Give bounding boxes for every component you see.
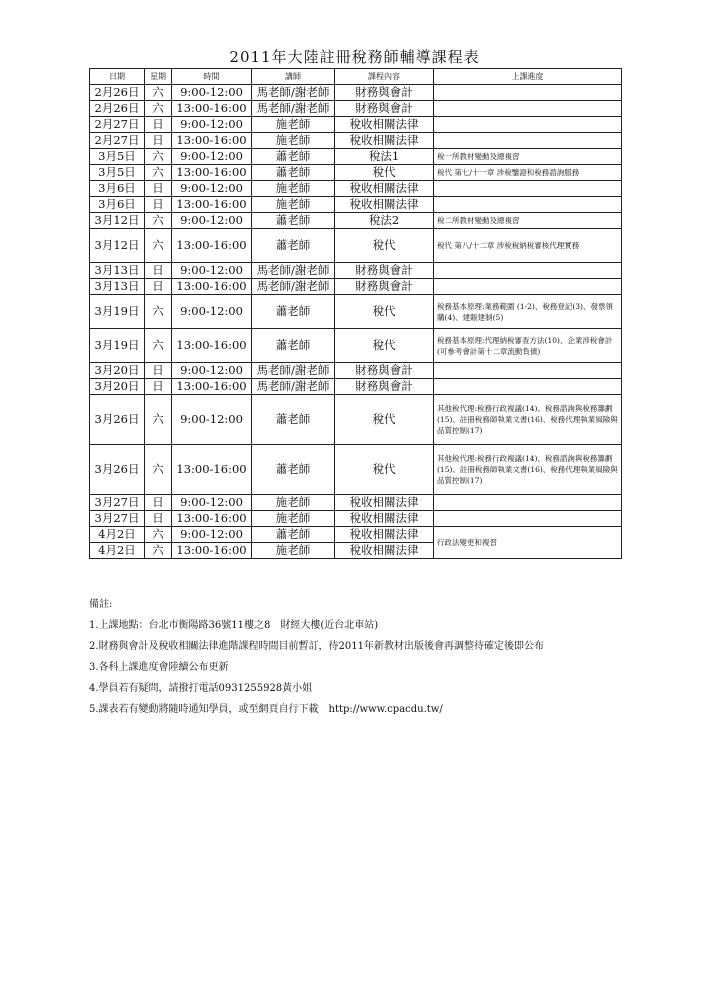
header-date: 日期 <box>90 69 145 85</box>
course-cell: 財務與會計 <box>335 101 434 117</box>
time-cell: 9:00-12:00 <box>172 213 252 229</box>
course-cell: 稅代 <box>335 329 434 363</box>
course-cell: 稅收相關法律 <box>335 495 434 511</box>
table-row <box>90 495 622 511</box>
weekday-cell: 六 <box>145 445 172 495</box>
weekday-cell: 日 <box>145 133 172 149</box>
teacher-cell: 馬老師/謝老師 <box>252 85 335 101</box>
time-cell: 13:00-16:00 <box>172 279 252 295</box>
teacher-cell: 馬老師/謝老師 <box>252 101 335 117</box>
date-cell: 3月26日 <box>90 445 145 495</box>
progress-cell <box>434 279 622 295</box>
time-cell: 13:00-16:00 <box>172 165 252 181</box>
date-cell: 3月27日 <box>90 511 145 527</box>
time-cell: 9:00-12:00 <box>172 363 252 379</box>
weekday-cell: 日 <box>145 263 172 279</box>
date-cell: 2月27日 <box>90 133 145 149</box>
table-row <box>90 263 622 279</box>
date-cell: 3月5日 <box>90 149 145 165</box>
schedule-table <box>89 68 622 559</box>
table-row <box>90 279 622 295</box>
date-cell: 3月6日 <box>90 197 145 213</box>
date-cell: 3月5日 <box>90 165 145 181</box>
note-item: 3.各科上課進度會陸續公布更新 <box>89 662 229 673</box>
header-weekday: 星期 <box>145 69 172 85</box>
time-cell: 9:00-12:00 <box>172 85 252 101</box>
teacher-cell: 馬老師/謝老師 <box>252 379 335 395</box>
weekday-cell: 日 <box>145 279 172 295</box>
note-item: 1.上課地點：台北市衡陽路36號11樓之8 財經大樓(近台北車站) <box>89 620 379 631</box>
table-row <box>90 445 622 495</box>
course-cell: 稅代 <box>335 445 434 495</box>
table-row <box>90 295 622 329</box>
weekday-cell: 六 <box>145 329 172 363</box>
teacher-cell: 蕭老師 <box>252 395 335 445</box>
table-row <box>90 133 622 149</box>
table-row <box>90 101 622 117</box>
progress-cell <box>434 133 622 149</box>
progress-cell: 稅務基本原理:代理納稅審查方法(10)、企業涉稅會計(可參考會計第十二章流動負債) <box>434 329 622 363</box>
weekday-cell: 六 <box>145 295 172 329</box>
progress-cell <box>434 85 622 101</box>
course-cell: 稅代 <box>335 295 434 329</box>
table-row <box>90 379 622 395</box>
header-teacher: 講師 <box>252 69 335 85</box>
progress-cell <box>434 181 622 197</box>
weekday-cell: 六 <box>145 85 172 101</box>
course-cell: 財務與會計 <box>335 363 434 379</box>
teacher-cell: 蕭老師 <box>252 445 335 495</box>
date-cell: 4月2日 <box>90 527 145 543</box>
date-cell: 2月27日 <box>90 117 145 133</box>
table-row <box>90 213 622 229</box>
course-cell: 稅收相關法律 <box>335 181 434 197</box>
weekday-cell: 日 <box>145 363 172 379</box>
teacher-cell: 蕭老師 <box>252 329 335 363</box>
weekday-cell: 日 <box>145 197 172 213</box>
weekday-cell: 日 <box>145 379 172 395</box>
teacher-cell: 施老師 <box>252 543 335 559</box>
time-cell: 9:00-12:00 <box>172 295 252 329</box>
progress-cell <box>434 495 622 511</box>
course-cell: 稅法1 <box>335 149 434 165</box>
course-cell: 稅代 <box>335 395 434 445</box>
teacher-cell: 施老師 <box>252 197 335 213</box>
time-cell: 9:00-12:00 <box>172 527 252 543</box>
time-cell: 13:00-16:00 <box>172 379 252 395</box>
table-row <box>90 329 622 363</box>
header-progress: 上課進度 <box>434 69 622 85</box>
weekday-cell: 六 <box>145 165 172 181</box>
course-cell: 稅收相關法律 <box>335 511 434 527</box>
table-row <box>90 165 622 181</box>
table-row <box>90 511 622 527</box>
course-cell: 財務與會計 <box>335 85 434 101</box>
weekday-cell: 六 <box>145 101 172 117</box>
course-cell: 稅代 <box>335 229 434 263</box>
time-cell: 13:00-16:00 <box>172 133 252 149</box>
date-cell: 4月2日 <box>90 543 145 559</box>
teacher-cell: 馬老師/謝老師 <box>252 279 335 295</box>
weekday-cell: 日 <box>145 511 172 527</box>
date-cell: 2月26日 <box>90 101 145 117</box>
time-cell: 13:00-16:00 <box>172 229 252 263</box>
table-row <box>90 395 622 445</box>
progress-cell <box>434 197 622 213</box>
time-cell: 13:00-16:00 <box>172 445 252 495</box>
table-row <box>90 181 622 197</box>
teacher-cell: 施老師 <box>252 181 335 197</box>
weekday-cell: 六 <box>145 213 172 229</box>
note-item: 4.學員若有疑問，請撥打電話0931255928黃小姐 <box>89 683 313 694</box>
weekday-cell: 六 <box>145 527 172 543</box>
table-row <box>90 85 622 101</box>
weekday-cell: 六 <box>145 543 172 559</box>
notes-heading: 備註: <box>89 599 113 610</box>
teacher-cell: 施老師 <box>252 511 335 527</box>
progress-cell <box>434 511 622 527</box>
time-cell: 13:00-16:00 <box>172 543 252 559</box>
date-cell: 3月20日 <box>90 379 145 395</box>
teacher-cell: 蕭老師 <box>252 165 335 181</box>
date-cell: 2月26日 <box>90 85 145 101</box>
weekday-cell: 六 <box>145 395 172 445</box>
progress-cell: 稅一所教材變動及總複習 <box>434 149 622 165</box>
table-row <box>90 229 622 263</box>
progress-cell <box>434 117 622 133</box>
course-cell: 稅代 <box>335 165 434 181</box>
header-course: 課程內容 <box>335 69 434 85</box>
time-cell: 13:00-16:00 <box>172 101 252 117</box>
time-cell: 13:00-16:00 <box>172 197 252 213</box>
time-cell: 13:00-16:00 <box>172 511 252 527</box>
time-cell: 9:00-12:00 <box>172 263 252 279</box>
time-cell: 9:00-12:00 <box>172 395 252 445</box>
date-cell: 3月12日 <box>90 213 145 229</box>
time-cell: 9:00-12:00 <box>172 149 252 165</box>
date-cell: 3月27日 <box>90 495 145 511</box>
note-item: 2.財務與會計及稅收相關法律進階課程時間目前暫訂，待2011年新教材出版後會再調整待確定後即公布 <box>89 641 544 652</box>
teacher-cell: 蕭老師 <box>252 149 335 165</box>
progress-cell: 其他稅代理:稅務行政複議(14)、稅務諮詢與稅務籌劃(15)、註冊稅務師執業文書(16)、稅務代理執業風險與品質控制(17) <box>434 445 622 495</box>
course-cell: 稅收相關法律 <box>335 133 434 149</box>
note-item: 5.課表若有變動將隨時通知學員，或至網頁自行下載 http://www.cpacdu.tw/ <box>89 704 443 715</box>
progress-cell: 稅代 第八/十二章 涉稅稅納稅審核代理實務 <box>434 229 622 263</box>
teacher-cell: 馬老師/謝老師 <box>252 263 335 279</box>
table-row <box>90 527 622 543</box>
date-cell: 3月13日 <box>90 279 145 295</box>
weekday-cell: 六 <box>145 229 172 263</box>
table-row <box>90 117 622 133</box>
header-time: 時間 <box>172 69 252 85</box>
page-title: 2011年大陸註冊稅務師輔導課程表 <box>229 48 480 66</box>
date-cell: 3月12日 <box>90 229 145 263</box>
teacher-cell: 蕭老師 <box>252 527 335 543</box>
progress-cell <box>434 263 622 279</box>
date-cell: 3月6日 <box>90 181 145 197</box>
notes-section <box>89 597 649 723</box>
weekday-cell: 日 <box>145 117 172 133</box>
course-cell: 財務與會計 <box>335 279 434 295</box>
teacher-cell: 施老師 <box>252 117 335 133</box>
table-row <box>90 197 622 213</box>
table-row <box>90 149 622 165</box>
time-cell: 13:00-16:00 <box>172 329 252 363</box>
date-cell: 3月19日 <box>90 329 145 363</box>
teacher-cell: 施老師 <box>252 495 335 511</box>
weekday-cell: 六 <box>145 149 172 165</box>
teacher-cell: 馬老師/謝老師 <box>252 363 335 379</box>
teacher-cell: 蕭老師 <box>252 295 335 329</box>
progress-cell: 其他稅代理:稅務行政複議(14)、稅務諮詢與稅務籌劃(15)、註冊稅務師執業文書(16)、稅務代理執業風險與品質控制(17) <box>434 395 622 445</box>
time-cell: 9:00-12:00 <box>172 117 252 133</box>
course-cell: 稅收相關法律 <box>335 543 434 559</box>
teacher-cell: 蕭老師 <box>252 229 335 263</box>
progress-cell <box>434 363 622 379</box>
teacher-cell: 施老師 <box>252 133 335 149</box>
time-cell: 9:00-12:00 <box>172 495 252 511</box>
schedule-body <box>90 85 622 559</box>
time-cell: 9:00-12:00 <box>172 181 252 197</box>
course-cell: 稅收相關法律 <box>335 527 434 543</box>
course-cell: 稅收相關法律 <box>335 197 434 213</box>
progress-cell: 稅二所教材變動及總複習 <box>434 213 622 229</box>
date-cell: 3月20日 <box>90 363 145 379</box>
progress-cell: 稅代 第七/十一章 涉稅鑒證和稅務諮詢服務 <box>434 165 622 181</box>
table-row <box>90 363 622 379</box>
course-cell: 財務與會計 <box>335 263 434 279</box>
date-cell: 3月26日 <box>90 395 145 445</box>
progress-cell: 稅務基本原理:業務範圍 (1-2)、稅務登記(3)、發票領購(4)、建賬建制(5) <box>434 295 622 329</box>
progress-cell <box>434 379 622 395</box>
course-cell: 稅法2 <box>335 213 434 229</box>
course-cell: 稅收相關法律 <box>335 117 434 133</box>
progress-cell: 行政法變更和複習 <box>434 527 622 559</box>
weekday-cell: 日 <box>145 495 172 511</box>
teacher-cell: 蕭老師 <box>252 213 335 229</box>
date-cell: 3月19日 <box>90 295 145 329</box>
progress-cell <box>434 101 622 117</box>
table-header-row <box>90 69 622 85</box>
course-cell: 財務與會計 <box>335 379 434 395</box>
weekday-cell: 日 <box>145 181 172 197</box>
date-cell: 3月13日 <box>90 263 145 279</box>
